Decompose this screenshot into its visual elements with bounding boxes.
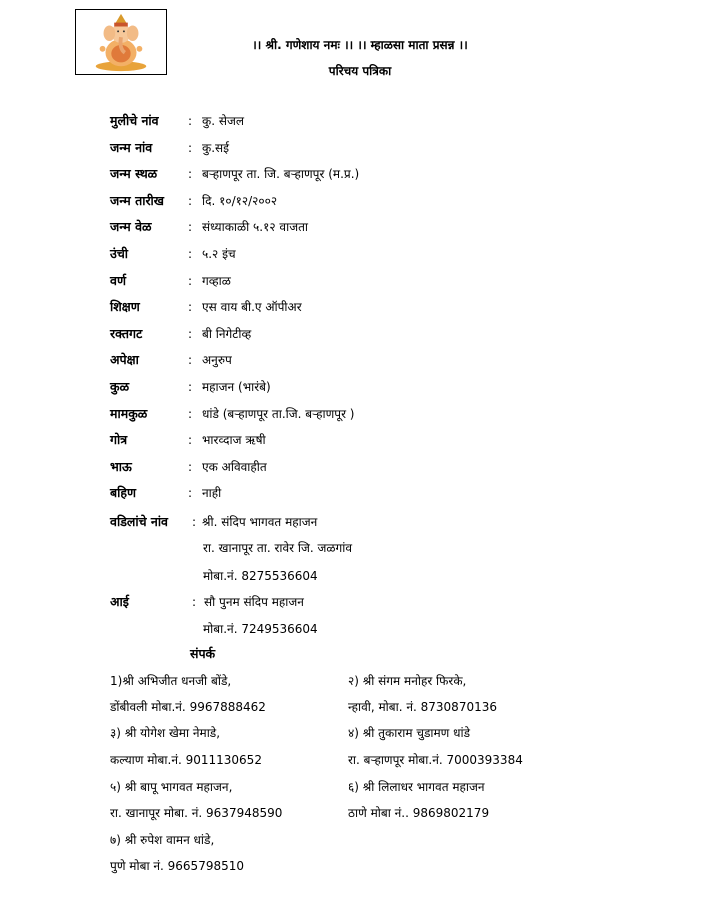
contact-name: 1)श्री अभिजीत धनजी बोंडे, [110,674,232,688]
ganesha-logo [75,9,167,75]
detail-label: भाऊ [110,459,132,474]
ganesha-icon [76,10,166,74]
contact-detail: रा. बऱ्हाणपूर मोबा.नं. 7000393384 [348,753,523,767]
detail-value: धांडे (बऱ्हाणपूर ता.जि. बऱ्हाणपूर ) [202,407,355,421]
contact-detail: न्हावी, मोबा. नं. 8730870136 [348,700,497,714]
colon: : [188,460,193,474]
detail-label: रक्तगट [110,326,143,341]
detail-value: भारव्दाज ऋषी [202,433,266,447]
colon: : [188,433,193,447]
detail-label: अपेक्षा [110,352,139,367]
contact-name: ४) श्री तुकाराम चुडामण धांडे [348,726,471,740]
contacts-heading: संपर्क [190,646,216,661]
colon: : [188,274,193,288]
contact-detail: कल्याण मोबा.नं. 9011130652 [110,753,262,767]
detail-label: वडिलांचे नांव [110,514,169,529]
page-title: परिचय पत्रिका [328,64,392,78]
detail-label: शिक्षण [110,299,140,314]
detail-label: जन्म तारीख [110,193,165,208]
detail-label: जन्म नांव [110,140,153,155]
detail-label: जन्म स्थळ [110,166,158,181]
contact-name: ७) श्री रुपेश वामन धांडे, [110,833,215,847]
detail-value: बऱ्हाणपूर ता. जि. बऱ्हाणपूर (म.प्र.) [202,167,360,181]
detail-label: वर्ण [110,273,126,288]
father-name: श्री. संदिप भागवत महाजन [202,515,318,529]
contact-detail: रा. खानापूर मोबा. नं. 9637948590 [110,806,283,820]
contact-name: ६) श्री लिलाधर भागवत महाजन [348,780,485,794]
contact-name: ५) श्री बापू भागवत महाजन, [110,780,233,794]
contact-name: २) श्री संगम मनोहर फिरके, [348,674,467,688]
mother-mobile: मोबा.नं. 7249536604 [203,622,318,636]
detail-value: गव्हाळ [202,274,231,288]
detail-label: गोत्र [110,432,128,447]
detail-value: बी निगेटीव्ह [202,327,252,341]
colon: : [188,486,193,500]
detail-label: जन्म वेळ [110,219,152,234]
colon: : [188,407,193,421]
colon: : [188,327,193,341]
mother-name: सौ पुनम संदिप महाजन [204,595,304,609]
contact-detail: पुणे मोबा नं. 9665798510 [110,859,245,873]
detail-label: बहिण [110,485,137,500]
detail-value: दि. १०/१२/२००२ [202,194,278,208]
colon: : [188,247,193,261]
detail-value: कु. सेजल [202,114,244,128]
colon: : [188,167,193,181]
detail-value: एक अविवाहीत [202,460,267,474]
colon: : [192,595,197,609]
detail-value: संध्याकाळी ५.१२ वाजता [202,220,309,234]
father-mobile: मोबा.नं. 8275536604 [203,569,318,583]
detail-value: कु.सई [202,141,230,155]
detail-value: ५.२ इंच [202,247,236,261]
contact-detail: ठाणे मोबा नं.. 9869802179 [348,806,490,820]
detail-value: एस वाय बी.ए ऑपीअर [202,300,302,314]
detail-label: उंची [110,246,129,261]
colon: : [188,114,193,128]
colon: : [188,380,193,394]
colon: : [188,300,193,314]
colon: : [192,515,197,529]
detail-label: मामकुळ [110,406,148,421]
detail-label: आई [110,594,129,609]
father-address: रा. खानापूर ता. रावेर जि. जळगांव [203,541,353,555]
colon: : [188,141,193,155]
contact-name: ३) श्री योगेश खेमा नेमाडे, [110,726,221,740]
detail-value: नाही [202,486,222,500]
detail-value: महाजन (भारंबे) [202,380,271,394]
detail-value: अनुरुप [202,353,232,367]
invocation-heading: ।। श्री. गणेशाय नमः ।। ।। म्हाळसा माता प्रसन्न ।। [252,38,468,52]
colon: : [188,220,193,234]
detail-label: मुलीचे नांव [110,113,159,128]
colon: : [188,353,193,367]
detail-label: कुळ [110,379,130,394]
contact-detail: डोंबीवली मोबा.नं. 9967888462 [110,700,266,714]
colon: : [188,194,193,208]
